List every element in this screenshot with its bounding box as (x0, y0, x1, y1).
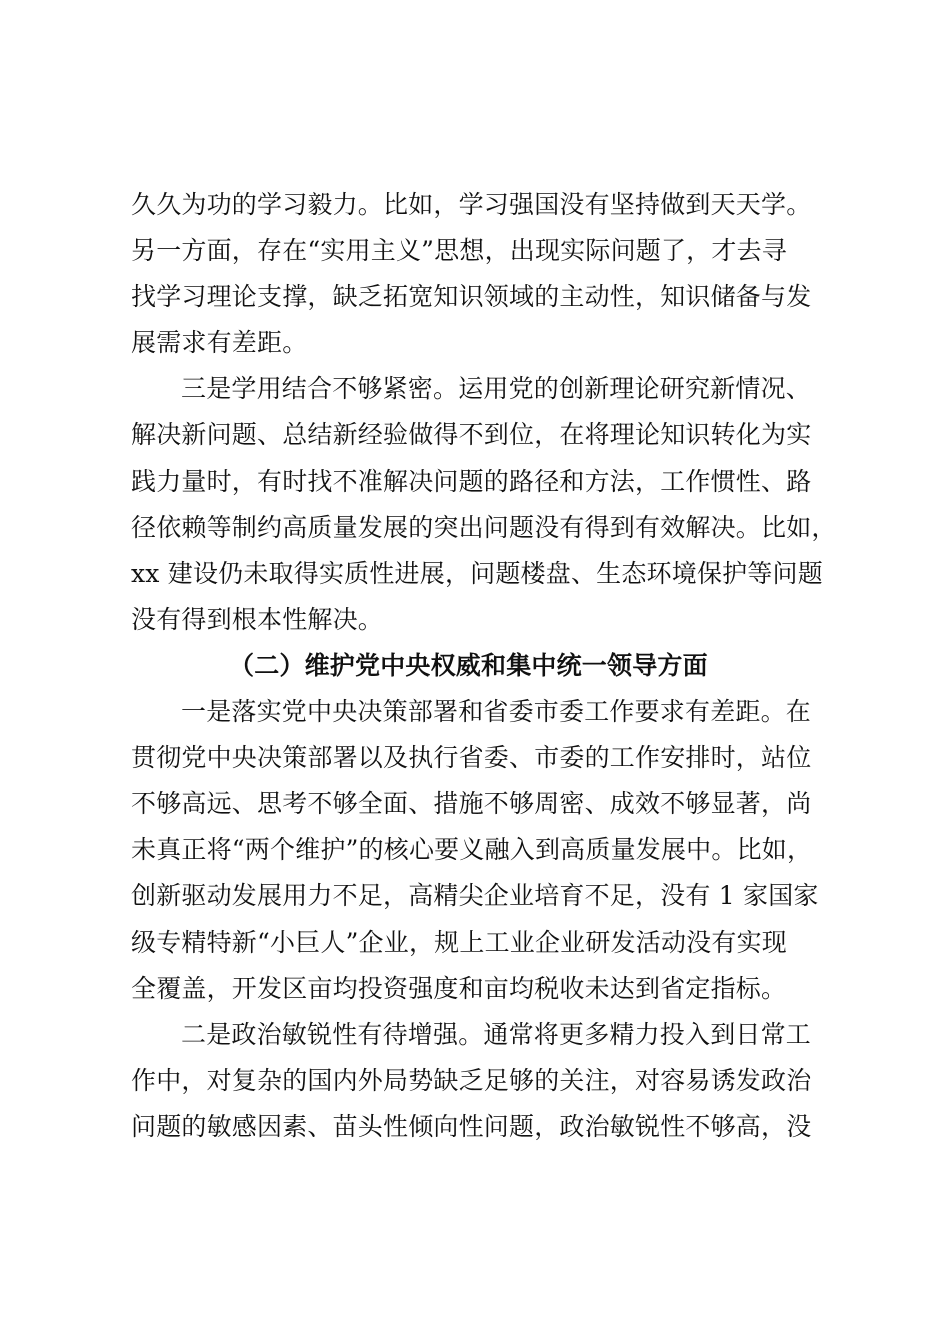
paragraph-implementation (131, 689, 831, 1012)
text-line: 贯彻党中央决策部署以及执行省委、市委的工作安排时，站位 (131, 743, 812, 773)
heading-text: （二）维护党中央权威和集中统一领导方面 (229, 650, 708, 680)
text-line: 全覆盖，开发区亩均投资强度和亩均税收未达到省定指标。 (131, 973, 787, 1003)
text-line: 问题的敏感因素、苗头性倾向性问题，政治敏锐性不够高，没 (131, 1111, 812, 1141)
paragraph-continuation (131, 182, 831, 366)
document-body (131, 182, 837, 1150)
text-line: 作中，对复杂的国内外局势缺乏足够的关注，对容易诱发政治 (131, 1065, 812, 1095)
paragraph-political-sensitivity (131, 1012, 831, 1150)
text-line: 级专精特新“小巨人”企业，规上工业企业研发活动没有实现 (131, 927, 787, 957)
text-line: 创新驱动发展用力不足，高精尖企业培育不足，没有 1 家国家 (131, 881, 819, 911)
text-line: 一是落实党中央决策部署和省委市委工作要求有差距。在 (181, 697, 812, 727)
text-line: 未真正将“两个维护”的核心要义融入到高质量发展中。比如， (131, 835, 813, 865)
text-line: 二是政治敏锐性有待增强。通常将更多精力投入到日常工 (181, 1019, 812, 1049)
text-line: 展需求有差距。 (131, 328, 308, 358)
paragraph-study-application (131, 366, 837, 643)
text-line: 久久为功的学习毅力。比如，学习强国没有坚持做到天天学。 (131, 190, 812, 219)
text-line: 另一方面，存在“实用主义”思想，出现实际问题了，才去寻 (131, 236, 787, 266)
text-line: 三是学用结合不够紧密。运用党的创新理论研究新情况、 (181, 374, 812, 404)
text-line: 径依赖等制约高质量发展的突出问题没有得到有效解决。比如， (131, 512, 837, 542)
text-line: 找学习理论支撑，缺乏拓宽知识领域的主动性，知识储备与发 (131, 282, 812, 312)
text-line: 践力量时，有时找不准解决问题的路径和方法，工作惯性、路 (131, 466, 812, 496)
text-line: 不够高远、思考不够全面、措施不够周密、成效不够显著，尚 (131, 789, 812, 819)
section-heading (131, 643, 831, 689)
text-line: 解决新问题、总结新经验做得不到位，在将理论知识转化为实 (131, 420, 812, 450)
text-line: 没有得到根本性解决。 (131, 604, 384, 634)
text-line: xx 建设仍未取得实质性进展，问题楼盘、生态环境保护等问题 (131, 558, 823, 588)
